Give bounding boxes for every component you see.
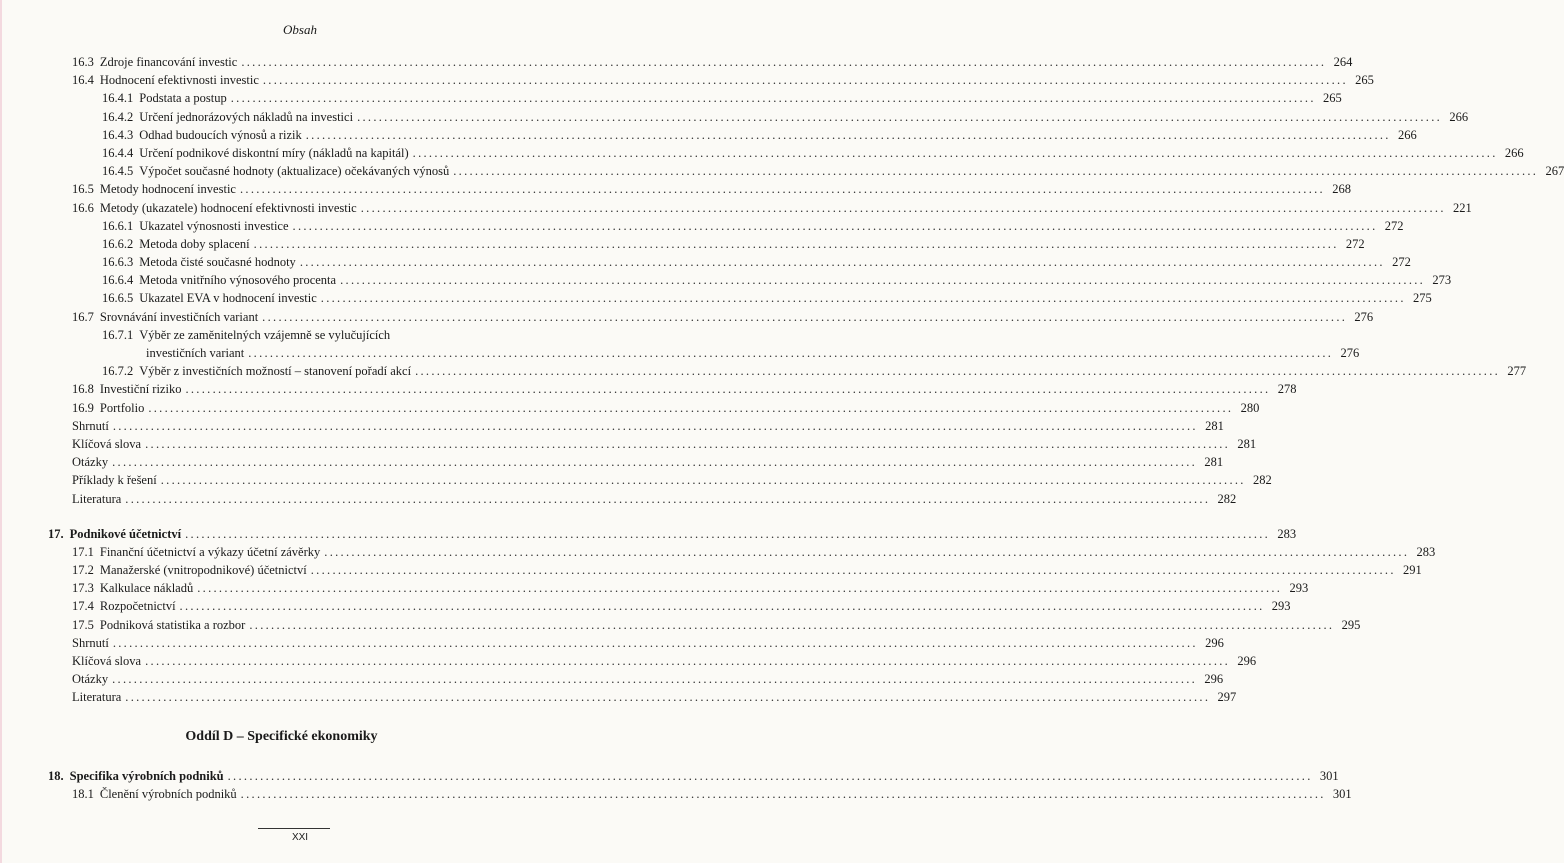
leader-dots: ........................................................................................................................................................................................................ [230, 91, 1316, 106]
toc-entry-page: 281 [1237, 436, 1257, 451]
toc-chapter-title: Podnikové účetnictví [69, 526, 182, 541]
leader-dots: ........................................................................................................................................................................................................ [453, 164, 1539, 179]
toc-entry[interactable] [40, 616, 1361, 634]
toc-entry-title: Shrnutí [72, 635, 109, 650]
toc-entry-page: 281 [1204, 455, 1224, 470]
toc-entry-number: 16.6.5 [102, 291, 134, 306]
leader-dots: ........................................................................................................................................................................................................ [145, 436, 1231, 451]
leader-dots: ........................................................................................................................................................................................................ [310, 563, 1396, 578]
toc-entry-title: Podstata a postup [139, 91, 227, 106]
toc-entry-title: Srovnávání investičních variant [99, 309, 259, 324]
toc-entry-title: Určení jednorázových nákladů na investici [139, 109, 354, 124]
toc-entry-page: 265 [1323, 91, 1342, 106]
leader-dots: ........................................................................................................................................................................................................ [160, 473, 1246, 488]
toc-entry[interactable] [40, 162, 1564, 180]
leader-dots: ........................................................................................................................................................................................................ [249, 617, 1335, 632]
running-header: Obsah [283, 22, 317, 37]
toc-entry-number: 16.6.3 [102, 255, 134, 270]
toc-entry[interactable] [40, 561, 1422, 579]
toc-entry-page: 275 [1413, 291, 1432, 306]
toc-entry-continuation[interactable] [40, 344, 1360, 362]
toc-entry[interactable] [40, 326, 523, 344]
leader-dots: ........................................................................................................................................................................................................ [125, 690, 1211, 705]
toc-entry[interactable] [40, 490, 1237, 508]
leader-dots: ........................................................................................................................................................................................................ [357, 109, 1443, 124]
leader-dots: ........................................................................................................................................................................................................ [415, 364, 1501, 379]
leader-dots: ........................................................................................................................................................................................................ [262, 309, 1348, 324]
leader-dots: ........................................................................................................................................................................................................ [292, 218, 1378, 233]
leader-dots: ........................................................................................................................................................................................................ [248, 346, 1334, 360]
toc-entry[interactable] [40, 89, 1342, 107]
toc-entry[interactable] [40, 108, 1469, 126]
leader-dots: ........................................................................................................................................................................................................ [253, 236, 1339, 251]
toc-entry-title: investičních variant [146, 346, 245, 360]
toc-entry-title: Metody (ukazatele) hodnocení efektivnosti investic [99, 200, 357, 215]
toc-entry-page: 301 [1332, 786, 1352, 801]
toc-entry-title: Příklady k řešení [72, 473, 157, 488]
leader-dots: ........................................................................................................................................................................................................ [185, 526, 1271, 541]
toc-entry-page: 283 [1416, 544, 1436, 559]
toc-entry-title: Metoda čisté současné hodnoty [139, 255, 296, 270]
toc-entry[interactable] [40, 597, 1291, 615]
toc-entry[interactable] [40, 71, 1374, 89]
toc-entry-page: 297 [1217, 690, 1237, 705]
toc-entry-number: 16.4.2 [102, 109, 134, 124]
toc-entry-page: 273 [1432, 273, 1452, 288]
toc-entry-page: 295 [1341, 617, 1361, 632]
toc-entry-page: 296 [1204, 672, 1224, 687]
toc-entry-number: 16.5 [72, 182, 94, 197]
toc-entry-title: Shrnutí [72, 418, 109, 433]
section-heading: Oddíl D – Specifické ekonomiky [185, 728, 378, 744]
toc-entry[interactable] [40, 435, 1257, 453]
toc-entry[interactable] [40, 417, 1224, 435]
toc-entry-title: Investiční riziko [99, 382, 182, 397]
toc-entry-page: 276 [1340, 346, 1360, 360]
leader-dots: ........................................................................................................................................................................................................ [239, 182, 1325, 197]
toc-entry-title: Finanční účetnictví a výkazy účetní závěrky [99, 544, 321, 559]
toc-entry-page: 265 [1355, 73, 1374, 88]
toc-entry-number: 16.6.2 [102, 236, 134, 251]
toc-entry-number: 17.4 [72, 599, 94, 614]
toc-entry-page: 296 [1205, 635, 1224, 650]
toc-entry-title: Ukazatel výnosnosti investice [139, 218, 289, 233]
toc-entry-title: Literatura [72, 491, 122, 506]
toc-entry-page: 272 [1345, 236, 1365, 251]
toc-chapter-page: 301 [1319, 768, 1339, 783]
toc-entry-page: 266 [1504, 145, 1524, 160]
toc-entry-title: Otázky [72, 672, 109, 687]
toc-entry[interactable] [40, 362, 1527, 380]
toc-entry[interactable] [40, 688, 1237, 706]
toc-chapter-page: 283 [1277, 526, 1297, 541]
toc-entry-number: 16.4 [72, 73, 94, 88]
toc-entry-page: 277 [1507, 364, 1527, 379]
toc-entry-page: 296 [1237, 654, 1257, 668]
toc-entry[interactable] [40, 634, 1224, 652]
toc-entry[interactable] [40, 453, 1224, 471]
toc-entry-page: 293 [1289, 581, 1309, 596]
leader-dots: ........................................................................................................................................................................................................ [125, 491, 1211, 506]
leader-dots: ........................................................................................................................................................................................................ [412, 145, 1498, 160]
toc-entry[interactable] [40, 253, 1411, 271]
toc-entry[interactable] [40, 289, 1432, 307]
toc-entry-title: Klíčová slova [72, 654, 142, 668]
toc-entry-page: 266 [1449, 109, 1469, 124]
leader-dots: ........................................................................................................................................................................................................ [185, 382, 1271, 397]
toc-entry-title: Ukazatel EVA v hodnocení investic [139, 291, 317, 306]
toc-entry-number: 16.6.4 [102, 273, 134, 288]
toc-entry-number: 18.1 [72, 786, 94, 801]
footer-rule [258, 828, 330, 829]
leader-dots: ........................................................................................................................................................................................................ [197, 581, 1283, 596]
toc-entry-number: 16.4.5 [102, 164, 134, 179]
toc-entry[interactable] [40, 199, 1472, 217]
toc-entry-page: 278 [1277, 382, 1297, 397]
toc-entry-title: Zdroje financování investic [99, 55, 238, 69]
toc-entry-number: 16.4.4 [102, 145, 134, 160]
leader-dots: ........................................................................................................................................................................................................ [340, 273, 1426, 288]
toc-entry-title: Členění výrobních podniků [99, 786, 237, 801]
table-of-contents [40, 53, 1564, 803]
leader-dots: ........................................................................................................................................................................................................ [320, 291, 1406, 306]
toc-group-chapter18 [40, 785, 1352, 803]
toc-group-chapter17 [40, 543, 1436, 707]
toc-entry-page: 266 [1397, 127, 1417, 142]
toc-entry-number: 16.4.3 [102, 127, 134, 142]
toc-entry-title: Odhad budoucích výnosů a rizik [139, 127, 302, 142]
leader-dots: ........................................................................................................................................................................................................ [324, 544, 1410, 559]
toc-entry-title: Výběr ze zaměnitelných vzájemně se vylučujících [139, 327, 391, 342]
toc-chapter-title: Specifika výrobních podniků [69, 768, 224, 783]
toc-entry-number: 16.9 [72, 400, 94, 415]
toc-entry[interactable] [40, 126, 1417, 144]
toc-entry-page: 280 [1240, 400, 1260, 415]
toc-entry-page: 282 [1252, 473, 1272, 488]
toc-entry-page: 281 [1205, 418, 1224, 433]
toc-entry[interactable] [40, 670, 1224, 688]
toc-entry-title: Podniková statistika a rozbor [99, 617, 246, 632]
leader-dots: ........................................................................................................................................................................................................ [112, 672, 1198, 687]
leader-dots: ........................................................................................................................................................................................................ [262, 73, 1348, 88]
leader-dots: ........................................................................................................................................................................................................ [305, 127, 1391, 142]
toc-entry[interactable] [40, 217, 1404, 235]
leader-dots: ........................................................................................................................................................................................................ [241, 55, 1327, 69]
toc-entry-title: Klíčová slova [72, 436, 142, 451]
toc-group-chapter16 [40, 53, 1564, 326]
toc-chapter-number: 18. [48, 768, 64, 783]
toc-entry-number: 17.1 [72, 544, 94, 559]
toc-entry-page: 272 [1384, 218, 1404, 233]
toc-entry-number: 16.7.2 [102, 364, 134, 379]
toc-entry-title: Metody hodnocení investic [99, 182, 236, 197]
toc-entry[interactable] [40, 308, 1374, 326]
toc-entry-page: 267 [1545, 164, 1564, 179]
toc-entry[interactable] [40, 235, 1365, 253]
toc-entry-number: 16.6 [72, 200, 94, 215]
toc-entry-page: 293 [1271, 599, 1291, 614]
toc-entry[interactable] [40, 543, 1436, 561]
toc-entry[interactable] [40, 53, 1353, 71]
toc-entry[interactable] [40, 399, 1260, 417]
toc-entry[interactable] [40, 471, 1272, 489]
toc-entry[interactable] [40, 271, 1452, 289]
toc-entry-title: Určení podnikové diskontní míry (nákladů na kapitál) [139, 145, 409, 160]
toc-entry-page: 272 [1392, 255, 1411, 270]
toc-entry-title: Manažerské (vnitropodnikové) účetnictví [99, 563, 307, 578]
leader-dots: ........................................................................................................................................................................................................ [299, 255, 1385, 270]
leader-dots: ........................................................................................................................................................................................................ [148, 400, 1234, 415]
page-number: XXI [291, 832, 309, 843]
toc-entry-page: 276 [1354, 309, 1374, 324]
toc-entry-title: Výběr z investičních možností – stanovení pořadí akcí [139, 364, 412, 379]
toc-entry-number: 16.6.1 [102, 218, 134, 233]
toc-entry-page: 282 [1217, 491, 1237, 506]
toc-entry-title: Hodnocení efektivnosti investic [99, 73, 259, 88]
toc-entry[interactable] [40, 180, 1351, 198]
toc-entry-title: Otázky [72, 455, 109, 470]
toc-entry-title: Metoda doby splacení [139, 236, 250, 251]
toc-entry-number: 16.7.1 [102, 327, 134, 342]
toc-entry-title: Rozpočetnictví [99, 599, 176, 614]
toc-entry-number: 17.2 [72, 563, 94, 578]
toc-entry[interactable] [40, 579, 1309, 597]
toc-entry-number: 17.3 [72, 581, 94, 596]
toc-entry[interactable] [40, 785, 1352, 803]
toc-entry-number: 16.3 [72, 55, 94, 69]
toc-entry-page: 221 [1453, 200, 1472, 215]
toc-group-chapter16-end [40, 362, 1527, 508]
toc-entry-page: 291 [1403, 563, 1422, 578]
toc-entry-title: Portfolio [99, 400, 145, 415]
leader-dots: ........................................................................................................................................................................................................ [112, 418, 1198, 433]
toc-entry[interactable] [40, 144, 1524, 162]
toc-chapter-number: 17. [48, 526, 64, 541]
leader-dots: ........................................................................................................................................................................................................ [112, 635, 1198, 650]
toc-chapter-18[interactable] [40, 767, 1339, 785]
toc-chapter-17[interactable] [40, 525, 1297, 543]
toc-entry-title: Kalkulace nákladů [99, 581, 194, 596]
toc-entry-title: Metoda vnitřního výnosového procenta [139, 273, 337, 288]
toc-entry[interactable] [40, 652, 1257, 670]
toc-entry-number: 16.8 [72, 382, 94, 397]
leader-dots: ........................................................................................................................................................................................................ [227, 768, 1313, 783]
toc-entry-number: 16.7 [72, 309, 94, 324]
toc-entry[interactable] [40, 380, 1297, 398]
page-edge [0, 0, 2, 863]
toc-entry-page: 264 [1333, 55, 1353, 69]
toc-entry-page: 268 [1332, 182, 1351, 197]
leader-dots: ........................................................................................................................................................................................................ [179, 599, 1265, 614]
leader-dots: ........................................................................................................................................................................................................ [240, 786, 1326, 801]
toc-entry-title: Literatura [72, 690, 122, 705]
leader-dots: ........................................................................................................................................................................................................ [145, 654, 1231, 668]
toc-entry-number: 17.5 [72, 617, 94, 632]
toc-entry-title: Výpočet současné hodnoty (aktualizace) očekávaných výnosů [139, 164, 450, 179]
leader-dots: ........................................................................................................................................................................................................ [112, 455, 1198, 470]
toc-entry-number: 16.4.1 [102, 91, 134, 106]
leader-dots: ........................................................................................................................................................................................................ [360, 200, 1446, 215]
